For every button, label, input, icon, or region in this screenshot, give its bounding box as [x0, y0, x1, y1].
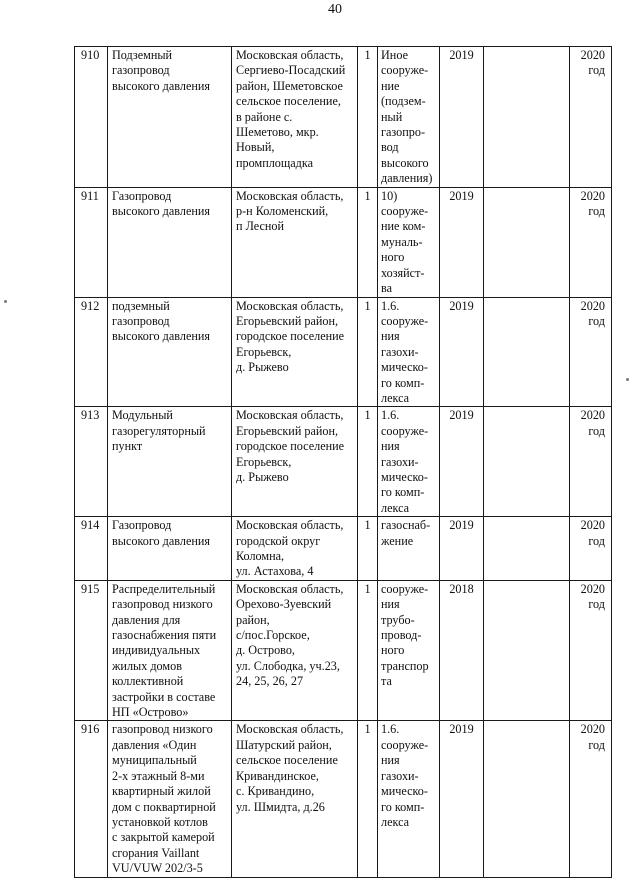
object-type: 10) сооруже- ние ком- муналь- ного хозяйст- ва	[378, 187, 440, 297]
objects-table	[74, 46, 612, 878]
object-year: 2019	[440, 187, 484, 297]
object-type: 1.6. сооруже- ния газохи- мическо- го комп- лекса	[378, 407, 440, 517]
empty-cell	[484, 580, 570, 721]
empty-cell	[484, 721, 570, 877]
object-year: 2019	[440, 517, 484, 581]
empty-cell	[484, 187, 570, 297]
object-term: 2020 год	[570, 297, 612, 407]
table-row	[75, 407, 612, 517]
object-name: Модульный газорегуляторный пункт	[108, 407, 232, 517]
object-quantity: 1	[358, 721, 378, 877]
row-number: 911	[75, 187, 108, 297]
empty-cell	[484, 297, 570, 407]
object-term: 2020 год	[570, 517, 612, 581]
object-quantity: 1	[358, 297, 378, 407]
table-row	[75, 187, 612, 297]
object-year: 2018	[440, 580, 484, 721]
object-quantity: 1	[358, 187, 378, 297]
object-name: Газопровод высокого давления	[108, 517, 232, 581]
object-year: 2019	[440, 721, 484, 877]
object-name: подземный газопровод высокого давления	[108, 297, 232, 407]
object-location: Московская область, Сергиево-Посадский район, Шеметовское сельское поселение, в районе с. Шеметово, мкр. Новый, промплощадка	[232, 47, 358, 188]
row-number: 912	[75, 297, 108, 407]
row-number: 910	[75, 47, 108, 188]
table-row	[75, 517, 612, 581]
table-row	[75, 580, 612, 721]
object-type: газоснаб- жение	[378, 517, 440, 581]
object-year: 2019	[440, 47, 484, 188]
object-term: 2020 год	[570, 187, 612, 297]
object-type: 1.6. сооруже- ния газохи- мическо- го комп- лекса	[378, 297, 440, 407]
object-term: 2020 год	[570, 580, 612, 721]
object-quantity: 1	[358, 517, 378, 581]
object-year: 2019	[440, 407, 484, 517]
empty-cell	[484, 517, 570, 581]
object-type: 1.6. сооруже- ния газохи- мическо- го комп- лекса	[378, 721, 440, 877]
object-location: Московская область, р-н Коломенский, п Лесной	[232, 187, 358, 297]
object-name: газопровод низкого давления «Один муниципальный 2-х этажный 8-ми квартирный жилой дом с поквартирной установкой котлов с закрытой камерой сгорания Vaillant VU/VUW 202/3-5	[108, 721, 232, 877]
object-location: Московская область, Орехово-Зуевский район, с/пос.Горское, д. Острово, ул. Слободка, уч.23, 24, 25, 26, 27	[232, 580, 358, 721]
object-term: 2020 год	[570, 407, 612, 517]
margin-dot	[4, 300, 7, 303]
margin-dot	[626, 378, 629, 381]
table-row	[75, 721, 612, 877]
empty-cell	[484, 407, 570, 517]
object-year: 2019	[440, 297, 484, 407]
page-number: 40	[328, 2, 342, 17]
row-number: 913	[75, 407, 108, 517]
empty-cell	[484, 47, 570, 188]
object-name: Подземный газопровод высокого давления	[108, 47, 232, 188]
table-row	[75, 297, 612, 407]
object-name: Распределительный газопровод низкого давления для газоснабжения пяти индивидуальных жилых домов коллективной застройки в составе НП «Острово»	[108, 580, 232, 721]
object-type: сооруже- ния трубо- провод- ного транспор та	[378, 580, 440, 721]
object-term: 2020 год	[570, 47, 612, 188]
object-location: Московская область, Егорьевский район, городское поселение Егорьевск, д. Рыжево	[232, 297, 358, 407]
object-term: 2020 год	[570, 721, 612, 877]
row-number: 914	[75, 517, 108, 581]
object-quantity: 1	[358, 47, 378, 188]
object-quantity: 1	[358, 580, 378, 721]
object-quantity: 1	[358, 407, 378, 517]
row-number: 915	[75, 580, 108, 721]
row-number: 916	[75, 721, 108, 877]
object-name: Газопровод высокого давления	[108, 187, 232, 297]
object-location: Московская область, Егорьевский район, городское поселение Егорьевск, д. Рыжево	[232, 407, 358, 517]
object-location: Московская область, городской округ Коломна, ул. Астахова, 4	[232, 517, 358, 581]
object-type: Иное сооруже- ние (подзем- ный газопро- вод высокого давления)	[378, 47, 440, 188]
object-location: Московская область, Шатурский район, сельское поселение Кривандинское, с. Кривандино, ул. Шмидта, д.26	[232, 721, 358, 877]
table-row	[75, 47, 612, 188]
